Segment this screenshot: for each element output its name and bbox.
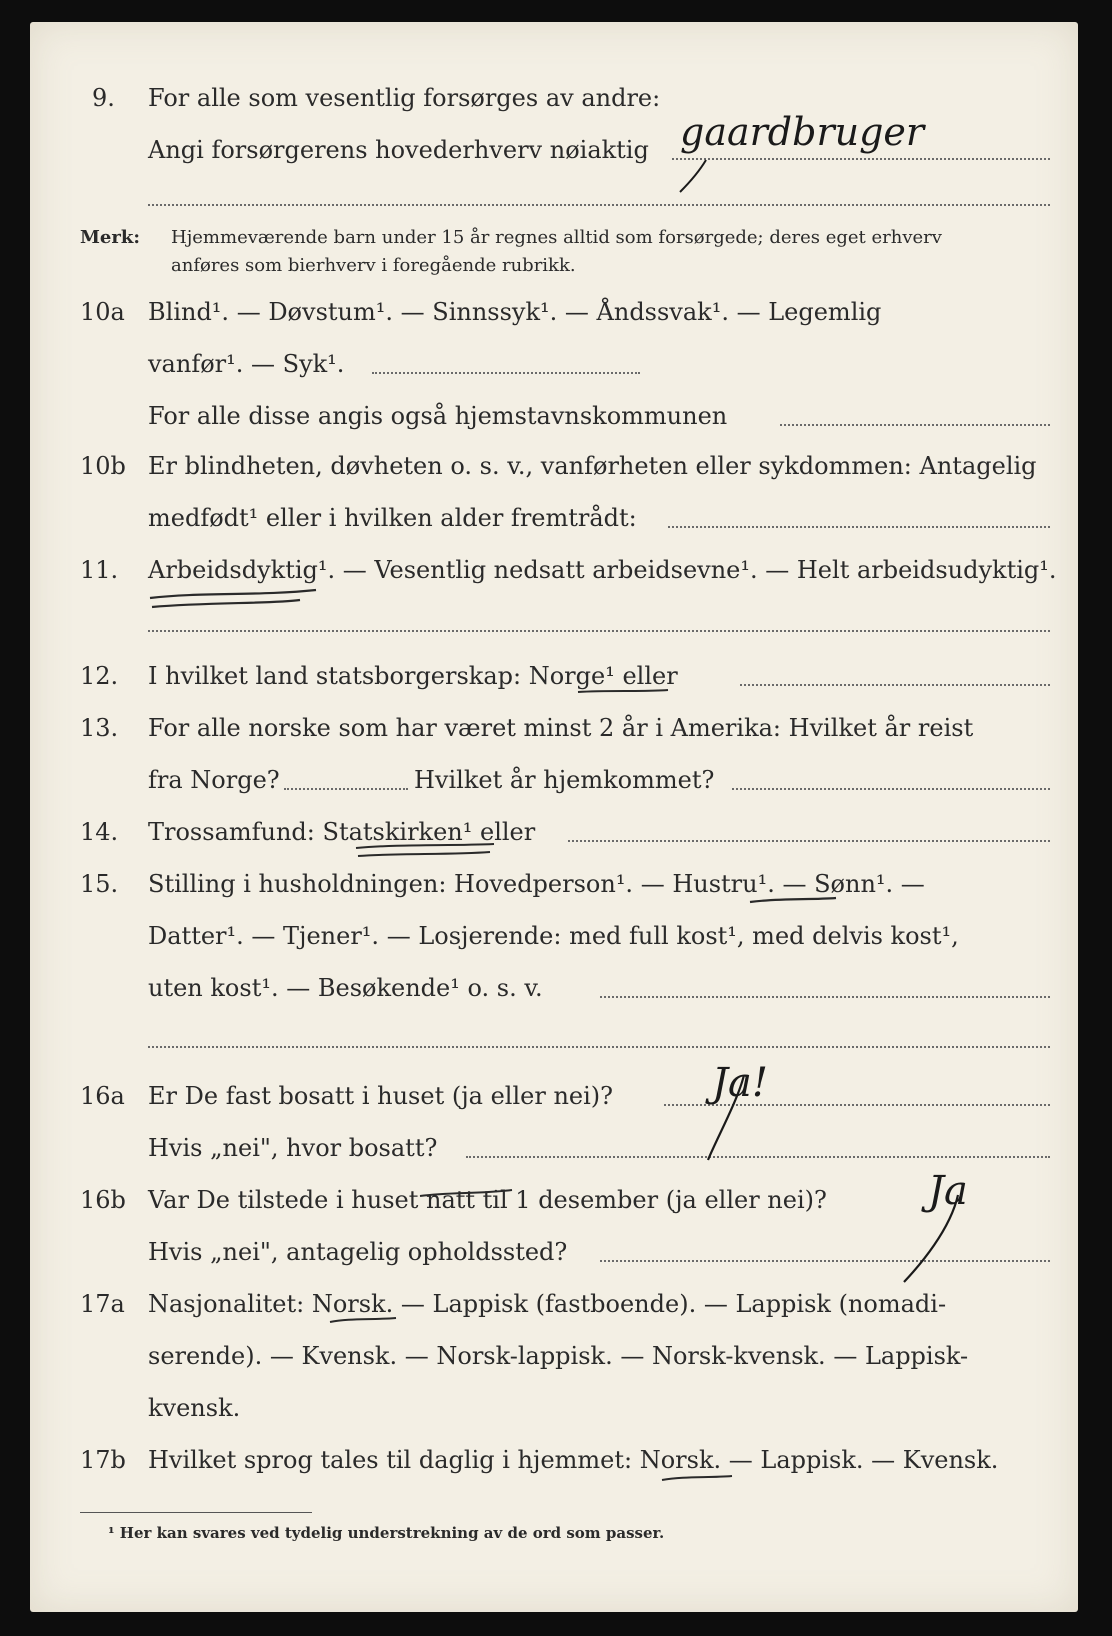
q15-line1: Stilling i husholdningen: Hovedperson¹. — Hustru¹. — Sønn¹. —: [148, 870, 925, 898]
q15-line2: Datter¹. — Tjener¹. — Losjerende: med full kost¹, med delvis kost¹,: [148, 922, 959, 950]
underline-arbeidsdyktig: [150, 590, 316, 607]
q16a-line1: Er De fast bosatt i huset (ja eller nei)?: [148, 1082, 614, 1110]
merk-line2: anføres som bierhverv i foregående rubrikk.: [171, 255, 576, 276]
underline-norsk-17b: [662, 1476, 732, 1480]
q9-stroke: [680, 160, 706, 192]
underline-norsk-17a: [330, 1318, 396, 1322]
q9-number: 9.: [92, 84, 115, 112]
q16a-number: 16a: [80, 1082, 125, 1110]
underline-norge: [578, 690, 668, 692]
merk-label: Merk:: [80, 227, 140, 248]
q13-line2b: Hvilket år hjemkommet?: [414, 766, 715, 794]
q9-handwritten-answer: gaardbruger: [680, 110, 925, 154]
q17a-line3: kvensk.: [148, 1394, 241, 1422]
q17a-line1: Nasjonalitet: Norsk. — Lappisk (fastboende). — Lappisk (nomadi-: [148, 1290, 947, 1318]
q17b-number: 17b: [80, 1446, 126, 1474]
q9-line2: Angi forsørgerens hovederhverv nøiaktig: [148, 136, 649, 164]
q10a-line2: vanfør¹. — Syk¹.: [148, 350, 345, 378]
strike-natt: [420, 1190, 512, 1196]
merk-line1: Hjemmeværende barn under 15 år regnes alltid som forsørgede; deres eget erhverv: [171, 227, 942, 248]
q9-line1: For alle som vesentlig forsørges av andre:: [148, 84, 661, 112]
q13-number: 13.: [80, 714, 119, 742]
q14-number: 14.: [80, 818, 119, 846]
q10a-line1: Blind¹. — Døvstum¹. — Sinnssyk¹. — Åndssvak¹. — Legemlig: [148, 298, 882, 326]
q12-line1: I hvilket land statsborgerskap: Norge¹ eller: [148, 662, 678, 690]
q17b-line1: Hvilket sprog tales til daglig i hjemmet: Norsk. — Lappisk. — Kvensk.: [148, 1446, 999, 1474]
q14-line1: Trossamfund: Statskirken¹ eller: [148, 818, 536, 846]
q10a-number: 10a: [80, 298, 125, 326]
q16b-line1: Var De tilstede i huset natt til 1 desember (ja eller nei)?: [148, 1186, 827, 1214]
q11-line1: Arbeidsdyktig¹. — Vesentlig nedsatt arbeidsevne¹. — Helt arbeidsudyktig¹.: [148, 556, 1057, 584]
q11-number: 11.: [80, 556, 119, 584]
q10a-line3: For alle disse angis også hjemstavnskommunen: [148, 402, 728, 430]
q10b-line2: medfødt¹ eller i hvilken alder fremtrådt:: [148, 504, 637, 532]
q16b-line2: Hvis „nei", antagelig opholdssted?: [148, 1238, 568, 1266]
q13-line1: For alle norske som har været minst 2 år i Amerika: Hvilket år reist: [148, 714, 974, 742]
underline-hustru: [750, 898, 836, 902]
q16a-handwritten-answer: Ja!: [712, 1060, 768, 1106]
q15-line3: uten kost¹. — Besøkende¹ o. s. v.: [148, 974, 543, 1002]
q16b-number: 16b: [80, 1186, 126, 1214]
q10b-line1: Er blindheten, døvheten o. s. v., vanførheten eller sykdommen: Antagelig: [148, 452, 1037, 480]
q13-line2a: fra Norge?: [148, 766, 280, 794]
q16a-line2: Hvis „nei", hvor bosatt?: [148, 1134, 438, 1162]
q15-number: 15.: [80, 870, 119, 898]
q16b-handwritten-answer: Ja: [928, 1168, 968, 1214]
ja-stroke-16b: [904, 1195, 958, 1282]
q17a-line2: serende). — Kvensk. — Norsk-lappisk. — Norsk-kvensk. — Lappisk-: [148, 1342, 969, 1370]
underline-statskirken: [356, 844, 494, 856]
q12-number: 12.: [80, 662, 119, 690]
footnote: ¹ Her kan svares ved tydelig understrekning av de ord som passer.: [108, 1524, 665, 1542]
q17a-number: 17a: [80, 1290, 125, 1318]
q10b-number: 10b: [80, 452, 126, 480]
ja-stroke-16a: [708, 1075, 744, 1160]
